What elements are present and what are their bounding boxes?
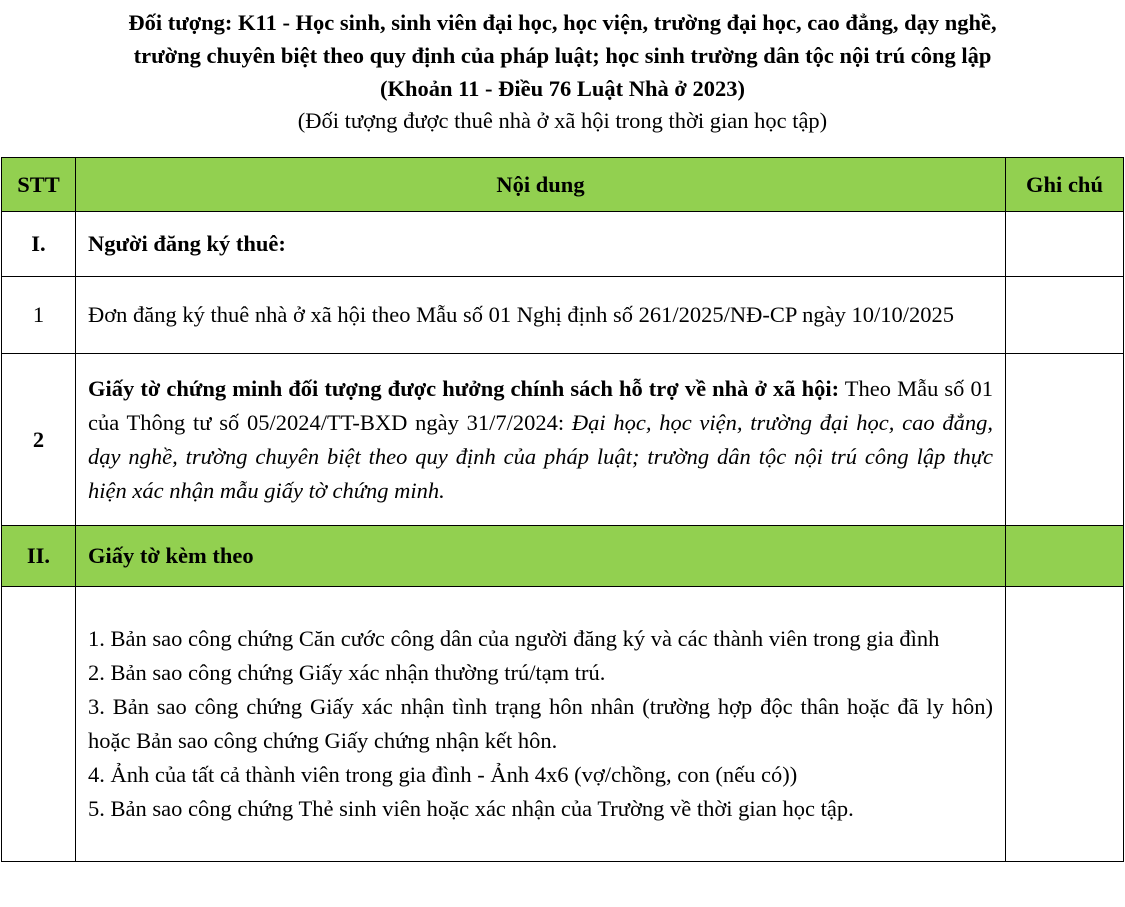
section-title: Người đăng ký thuê: bbox=[88, 231, 286, 256]
note-cell bbox=[1006, 212, 1124, 277]
list-item: 5. Bản sao công chứng Thẻ sinh viên hoặc xác nhận của Trường về thời gian học tập. bbox=[88, 796, 854, 821]
list-item: 4. Ảnh của tất cả thành viên trong gia đình - Ảnh 4x6 (vợ/chồng, con (nếu có)) bbox=[88, 762, 798, 787]
note-cell bbox=[1006, 526, 1124, 587]
row-italic-text: Đại học, học viện, trường đại học, cao đẳng, dạy nghề, trường chuyên biệt theo quy định của pháp luật; trường dân tộc nội trú công lập thực hiện xác nhận mẫu giấy tờ chứng minh. bbox=[88, 409, 993, 503]
section-number: I. bbox=[2, 212, 76, 277]
row-number: 1 bbox=[2, 277, 76, 354]
row-text: Đơn đăng ký thuê nhà ở xã hội theo Mẫu số 01 Nghị định số 261/2025/NĐ-CP ngày 10/10/2025 bbox=[88, 302, 955, 327]
row-normal-text: Theo Mẫu số 01 của Thông tư số 05/2024/TT-BXD ngày 31/7/2024: bbox=[88, 375, 993, 435]
table-row bbox=[2, 354, 1124, 526]
table-header-row bbox=[2, 158, 1124, 212]
column-header-stt: STT bbox=[2, 158, 76, 212]
row-text bbox=[76, 372, 1005, 508]
column-header-note: Ghi chú bbox=[1006, 158, 1124, 212]
subtitle: (Đối tượng được thuê nhà ở xã hội trong thời gian học tập) bbox=[297, 108, 828, 133]
row-bold-text: Giấy tờ chứng minh đối tượng được hưởng chính sách hỗ trợ về nhà ở xã hội: bbox=[88, 375, 840, 401]
title-line-3: (Khoản 11 - Điều 76 Luật Nhà ở 2023) bbox=[380, 76, 745, 101]
section-number: II. bbox=[2, 526, 76, 587]
table-row bbox=[2, 277, 1124, 354]
list-item: 2. Bản sao công chứng Giấy xác nhận thường trú/tạm trú. bbox=[88, 660, 606, 685]
section-row-attachments bbox=[2, 526, 1124, 587]
note-cell bbox=[1006, 354, 1124, 526]
table-row bbox=[2, 587, 1124, 862]
row-number bbox=[2, 587, 76, 862]
section-title-cell bbox=[76, 526, 1006, 587]
requirements-table bbox=[1, 157, 1124, 862]
content-cell bbox=[76, 587, 1006, 862]
section-title-cell bbox=[76, 212, 1006, 277]
attachment-list bbox=[76, 622, 1005, 826]
content-cell bbox=[76, 354, 1006, 526]
title-line-1: Đối tượng: K11 - Học sinh, sinh viên đại học, học viện, trường đại học, cao đẳng, dạy nghề, bbox=[128, 10, 997, 35]
note-cell bbox=[1006, 587, 1124, 862]
list-item: 1. Bản sao công chứng Căn cước công dân của người đăng ký và các thành viên trong gia đình bbox=[88, 626, 940, 651]
document-header bbox=[0, 6, 1125, 136]
title-line-2: trường chuyên biệt theo quy định của pháp luật; học sinh trường dân tộc nội trú công lập bbox=[133, 43, 992, 68]
section-row-applicant bbox=[2, 212, 1124, 277]
note-cell bbox=[1006, 277, 1124, 354]
section-title: Giấy tờ kèm theo bbox=[88, 543, 254, 568]
content-cell bbox=[76, 277, 1006, 354]
list-item: 3. Bản sao công chứng Giấy xác nhận tình trạng hôn nhân (trường hợp độc thân hoặc đã ly hôn) hoặc Bản sao công chứng Giấy chứng nhận kết hôn. bbox=[88, 694, 993, 753]
row-number: 2 bbox=[2, 354, 76, 526]
column-header-content: Nội dung bbox=[76, 158, 1006, 212]
